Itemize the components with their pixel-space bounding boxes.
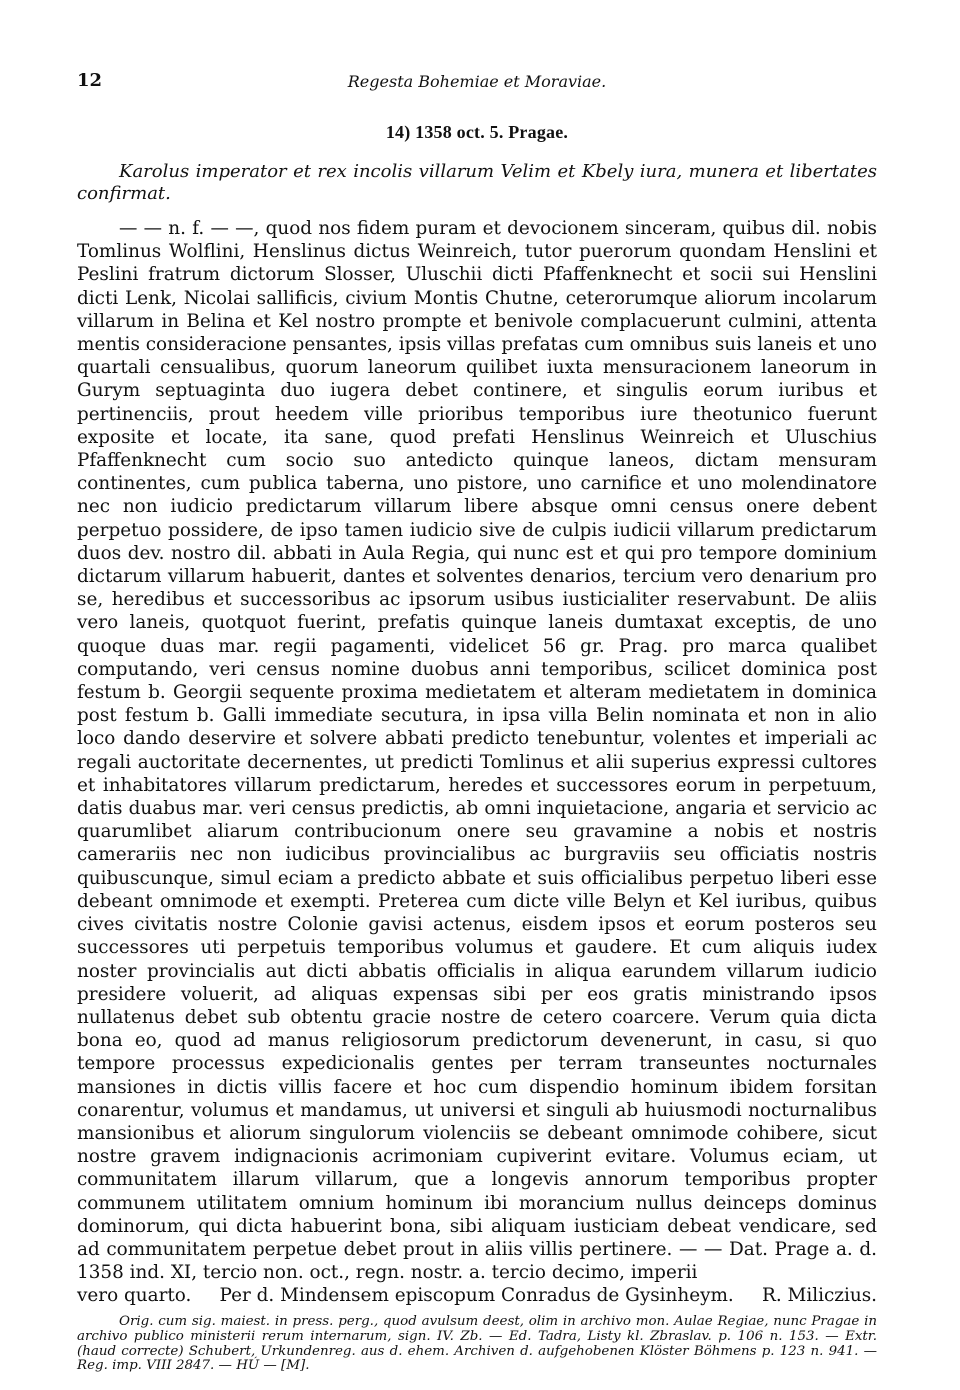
closing-date-end: vero quarto. — [77, 1285, 192, 1307]
closing-line — [77, 1284, 877, 1307]
page-header — [77, 70, 877, 100]
chancery-note: Per d. Mindensem episcopum Conradus de Gysinheym. — [219, 1285, 734, 1307]
scribe-name: R. Miliczius. — [761, 1285, 877, 1307]
document-heading: 14) 1358 oct. 5. Pragae. — [385, 122, 569, 142]
document-body: — — n. f. — —, quod nos fidem puram et devocionem sinceram, quibus dil. nobis Tomlinus Wolflini, Henslinus dictus Weinreich, tutor puerorum quondam Henslini et Peslini fratrum dictorum Slosser, Uluschii dicti Pfaffenknecht et socii sui Henslini dicti Lenk, Nicolai sallificis, civium Montis Chutne, ceterorumque aliorum incolarum villarum in Belina et Kel nostro prompte et benivole complacuerunt culmini, attenta mentis consideracione pensantes, ipsis villas prefatas cum omnibus suis laneis et uno quartali censualibus, quorum laneorum quilibet iuxta mensuracionem laneorum in Gurym septuaginta duo iugera debet continere, et singulis eorum iuribus et pertinenciis, prout heedem ville prioribus temporibus iure theotunico fuerunt exposite et locate, ita sane, quod prefati Henslinus Weinreich et Uluschius Pfaffenknecht cum socio suo antedicto quinque laneos, dictam mensuram continentes, cum publica taberna, uno pistore, uno carnifice et uno molendinatore nec non iudicio predictarum villarum libere absque omni census onere debent perpetuo possidere, de ipso tamen iudicio sive de culpis iudicii villarum predictarum duos dev. nostro dil. abbati in Aula Regia, qui nunc est et qui pro tempore dominium dictarum villarum habuerit, dantes et solventes denarios, tercium vero denarium pro se, heredibus et successoribus ac ipsorum usibus iusticialiter reservabunt. De aliis vero laneis, quotquot fuerint, prefatis quinque laneis dumtaxat exceptis, de uno quoque duas mar. regii pagamenti, videlicet 56 gr. Prag. pro marca qualibet computando, veri census nomine duobus anni temporibus, scilicet dominica post festum b. Georgii sequente proxima medietatem et alteram medietatem in dominica post festum b. Galli immediate secutura, in ipsa villa Belin nominata et non in alio loco dando deservire et solvere abbati predicto tenebuntur, volentes et imperiali ac regali auctoritate decernentes, ut predicti Tomlinus et alii superius expressi cultores et inhabitatores villarum predictarum, heredes et successores eorum in perpetuum, datis duabus mar. veri census predictis, ab omni inquietacione, angaria et servicio ac quarumlibet aliarum contribucionum onere seu gravamine a nobis et nostris camerariis nec non iudicibus provincialibus ac burgraviis seu officiatis nostris quibuscunque, simul eciam a predicto abbate et suis officialibus perpetuo liberi esse debeant omnimode et exempti. Preterea cum dicte ville Belyn et Kel iuribus, quibus cives civitatis nostre Colonie gavisi actenus, eisdem ipsos et eorum posteros seu successores uti perpetuis temporibus volumus et gaudere. Et cum aliquis iudex noster provincialis aut dicti abbatis officialis in aliqua earundem villarum iudicio presidere voluerit, ad aliquas expensas sibi per eos gratis ministrando ipsos nullatenus debet sub obtentu gracie nostre de cetero coarcere. Verum quia dicta bona eo, quod ad manus religiosorum predictorum devenerunt, in casu, si quo tempore processus expedicionalis gentes per terram transeuntes nocturnales mansiones in dictis villis facere et hoc cum dispendio hominum ibidem forsitan conarentur, volumus et mandamus, ut universi et singuli ab huiusmodi nocturnalibus mansionibus et aliorum singulorum violenciis se debeant omnimode cohibere, sicut nostre gravem indignacionis acrimoniam cupiverint evitare. Volumus eciam, ut communitatem illarum villarum, que a longevis annorum temporibus propter communem utilitatem omnium hominum ibi morancium nullus deinceps dominus dominorum, qui dicta habuerint bona, sibi aliquam iusticiam debeat vendicare, sed ad communitatem perpetue debet prout in aliis villis pertinere. — — Dat. Prage a. d. 1358 ind. XI, tercio non. oct., regn. nostr. a. tercio decimo, imperii — [77, 218, 877, 1284]
source-notes: Orig. cum sig. maiest. in press. perg., quod avulsum deest, olim in archivo mon. Aulae Regiae, nunc Pragae in archivo publico ministerii rerum internarum, sign. IV. Zb. — Ed. Tadra, Listy kl. Zbraslav. p. 106 n. 153. — Extr. (haud correcte) Schubert, Urkundenreg. aus d. ehem. Archiven d. aufgehobenen Klöster Böhmens p. 123 n. 941. — Reg. imp. VIII 2847. — HÚ — [M]. — [77, 1314, 877, 1374]
page-number: 12 — [77, 70, 103, 91]
running-title: Regesta Bohemiae et Moraviae. — [347, 72, 607, 91]
document-summary: Karolus imperator et rex incolis villarum Velim et Kbely iura, munera et libertates confirmat. — [77, 161, 877, 204]
document-page — [77, 70, 877, 1374]
